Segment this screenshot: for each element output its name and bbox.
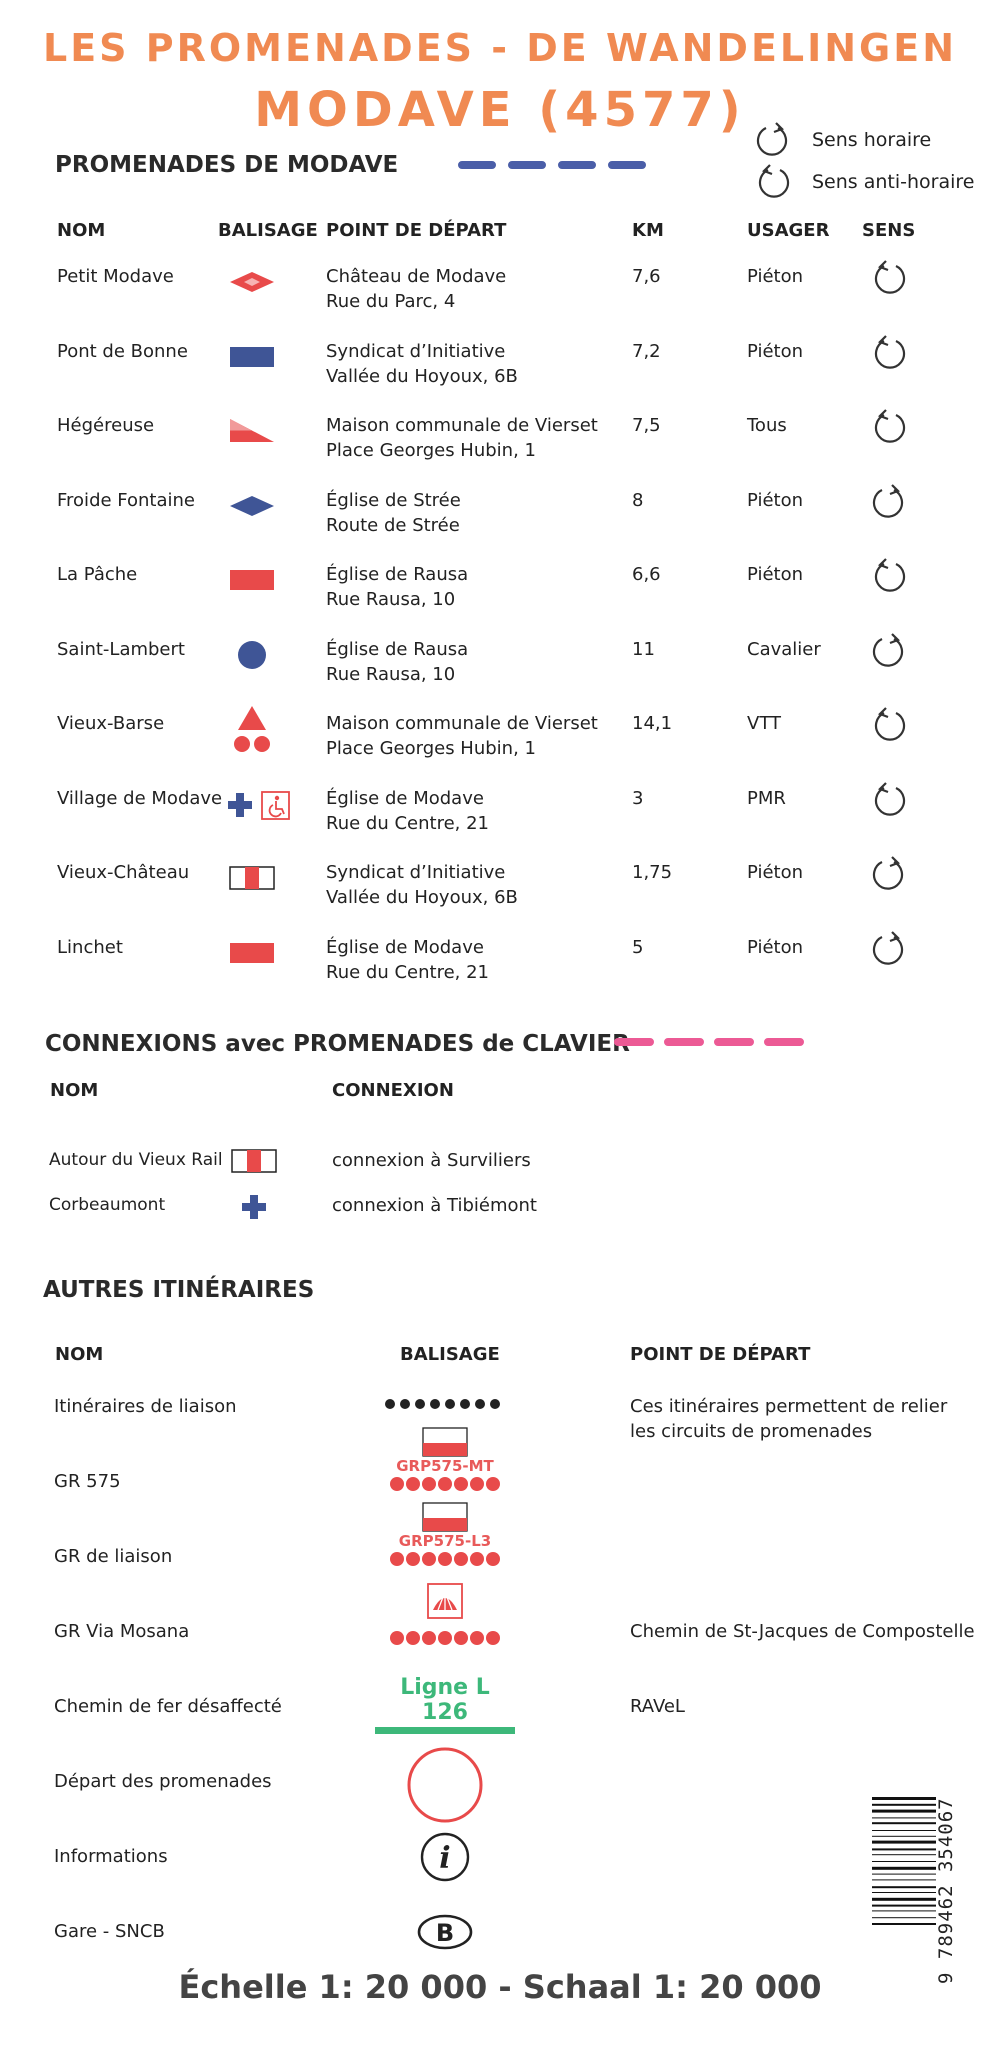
promenade-name: Linchet xyxy=(57,936,123,958)
autres-name: Chemin de fer désaffecté xyxy=(54,1696,282,1717)
promenade-depart-line1: Château de Modave xyxy=(326,266,507,287)
connexion-text: connexion à Surviliers xyxy=(332,1150,531,1171)
autres-marker xyxy=(380,1394,510,1418)
connexions-section-title: CONNEXIONS avec PROMENADES de CLAVIER xyxy=(45,1031,630,1057)
promenade-sens xyxy=(868,780,910,826)
counterclockwise-icon xyxy=(868,705,910,747)
blue-circle-marker-icon xyxy=(222,640,282,670)
counterclockwise-icon xyxy=(752,162,794,204)
autres-marker xyxy=(380,1426,510,1498)
promenade-marker xyxy=(222,565,282,599)
counterclockwise-icon xyxy=(868,407,910,449)
autres-name: Itinéraires de liaison xyxy=(54,1396,237,1417)
promenade-depart-line1: Syndicat d’Initiative xyxy=(326,340,506,362)
blue-cross-pmr-marker-icon xyxy=(222,789,302,823)
promenade-marker xyxy=(222,704,282,764)
promenade-km: 7,2 xyxy=(632,340,661,362)
autres-name: GR de liaison xyxy=(54,1546,173,1567)
promenade-sens xyxy=(868,482,910,528)
promenade-name: Vieux-Barse xyxy=(57,713,165,734)
autres-col-depart: POINT DE DÉPART xyxy=(630,1344,811,1365)
barcode-bars xyxy=(872,1795,972,1995)
page-title: LES PROMENADES - DE WANDELINGEN xyxy=(42,26,958,70)
promenade-name: Saint-Lambert xyxy=(57,638,185,660)
sncb-icon xyxy=(416,1912,474,1952)
col-balisage: BALISAGE xyxy=(218,220,318,241)
promenade-depart-line2: Route de Strée xyxy=(326,514,460,536)
autres-marker xyxy=(375,1675,515,1734)
connexions-col-connexion: CONNEXION xyxy=(332,1080,454,1101)
red-circle-marker-icon xyxy=(405,1745,485,1825)
promenade-marker xyxy=(222,863,282,897)
black-dots-marker-icon xyxy=(380,1394,510,1414)
autres-marker xyxy=(380,1582,510,1660)
promenade-usager: Piéton xyxy=(747,266,804,287)
legend-clockwise-label: Sens horaire xyxy=(812,129,932,151)
counterclockwise-icon xyxy=(868,333,910,375)
autres-section-title: AUTRES ITINÉRAIRES xyxy=(43,1277,315,1303)
promenade-usager: Piéton xyxy=(747,936,804,958)
promenade-km: 5 xyxy=(632,936,644,958)
connexions-col-nom: NOM xyxy=(50,1080,99,1101)
autres-depart-line1: Ces itinéraires permettent de relier xyxy=(630,1396,948,1417)
blue-rectangle-marker-icon xyxy=(222,342,282,372)
red-rectangle-marker-icon xyxy=(222,938,282,968)
promenade-depart-line1: Syndicat d’Initiative xyxy=(326,862,506,883)
col-nom: NOM xyxy=(57,220,106,241)
connexion-name: Autour du Vieux Rail xyxy=(49,1150,223,1170)
autres-depart-line2: les circuits de promenades xyxy=(630,1421,873,1442)
promenade-name: Pont de Bonne xyxy=(57,340,188,362)
promenade-name: Village de Modave xyxy=(57,787,223,809)
page-subtitle: MODAVE (4577) xyxy=(254,82,746,138)
blue-dashed-line xyxy=(458,158,658,172)
promenade-depart-line2: Rue du Centre, 21 xyxy=(326,961,489,983)
promenade-sens xyxy=(868,556,910,602)
clockwise-icon xyxy=(868,482,910,524)
clockwise-icon xyxy=(752,120,794,162)
promenade-name: Hégéreuse xyxy=(57,415,155,436)
clockwise-icon xyxy=(868,854,910,896)
promenade-depart-line1: Église de Modave xyxy=(326,787,484,809)
promenade-depart-line1: Église de Rausa xyxy=(326,564,469,585)
red-triangle-circles-marker-icon xyxy=(222,704,282,760)
promenade-usager: VTT xyxy=(747,713,781,734)
promenade-name: La Pâche xyxy=(57,564,138,585)
promenade-depart-line2: Rue Rausa, 10 xyxy=(326,663,456,685)
connexion-marker xyxy=(224,1146,284,1180)
promenades-section-title: PROMENADES DE MODAVE xyxy=(55,152,399,178)
col-km: KM xyxy=(632,220,664,241)
promenade-sens xyxy=(868,929,910,975)
autres-name: Gare - SNCB xyxy=(54,1921,165,1942)
pink-dashed-line xyxy=(614,1035,814,1049)
autres-name: Informations xyxy=(54,1846,168,1867)
autres-col-nom: NOM xyxy=(55,1344,104,1365)
info-icon xyxy=(419,1831,471,1883)
counterclockwise-icon xyxy=(868,258,910,300)
promenade-usager: PMR xyxy=(747,787,786,809)
promenade-marker xyxy=(222,491,282,525)
promenade-marker xyxy=(222,416,282,450)
promenade-depart-line1: Église de Modave xyxy=(326,936,484,958)
promenade-marker xyxy=(222,789,302,827)
col-depart: POINT DE DÉPART xyxy=(326,220,507,241)
clockwise-icon xyxy=(868,631,910,673)
col-sens: SENS xyxy=(862,220,916,241)
promenade-depart-line2: Place Georges Hubin, 1 xyxy=(326,738,536,759)
promenade-km: 7,6 xyxy=(632,266,661,287)
scale-text: Échelle 1: 20 000 - Schaal 1: 20 000 xyxy=(178,1968,822,2006)
red-diamond-marker-icon xyxy=(222,267,282,297)
autres-marker xyxy=(405,1745,485,1829)
promenade-depart-line2: Rue Rausa, 10 xyxy=(326,589,456,610)
blue-diamond-marker-icon xyxy=(222,491,282,521)
promenade-name: Petit Modave xyxy=(57,266,174,287)
autres-depart-line1: Chemin de St-Jacques de Compostelle xyxy=(630,1621,975,1642)
promenade-depart-line1: Maison communale de Vierset xyxy=(326,713,598,734)
promenade-usager: Piéton xyxy=(747,340,804,362)
barcode xyxy=(872,1795,972,1995)
promenade-marker xyxy=(222,267,282,301)
autres-marker xyxy=(380,1501,510,1573)
barcode-number: 9 789462 354067 xyxy=(935,1797,957,1984)
autres-marker xyxy=(416,1912,474,1956)
gr-flag-marker-icon xyxy=(380,1426,510,1494)
green-line-label: Ligne L 126 xyxy=(400,1675,490,1725)
red-rectangle-marker-icon xyxy=(222,565,282,595)
promenade-km: 11 xyxy=(632,638,655,660)
white-red-white-marker-icon xyxy=(224,1146,284,1176)
connexion-name: Corbeaumont xyxy=(49,1195,166,1215)
promenade-km: 3 xyxy=(632,787,644,809)
autres-name: GR 575 xyxy=(54,1471,121,1492)
promenade-usager: Piéton xyxy=(747,489,804,511)
clockwise-icon xyxy=(868,929,910,971)
promenade-km: 14,1 xyxy=(632,713,673,734)
promenade-depart-line2: Place Georges Hubin, 1 xyxy=(326,440,536,461)
promenade-depart-line2: Rue du Centre, 21 xyxy=(326,812,489,834)
connexion-text: connexion à Tibiémont xyxy=(332,1195,537,1216)
promenade-sens xyxy=(868,333,910,379)
promenade-usager: Piéton xyxy=(747,862,804,883)
gr-label: GRP575-L3 xyxy=(398,1532,492,1550)
promenade-depart-line2: Vallée du Hoyoux, 6B xyxy=(326,887,518,908)
counterclockwise-icon xyxy=(868,780,910,822)
col-usager: USAGER xyxy=(747,220,830,241)
promenade-km: 8 xyxy=(632,489,644,511)
promenade-name: Vieux-Château xyxy=(57,862,190,883)
gr-label: GRP575-MT xyxy=(396,1457,494,1475)
promenade-marker xyxy=(222,640,282,674)
white-red-white-marker-icon xyxy=(222,863,282,893)
promenade-depart-line1: Église de Strée xyxy=(326,489,461,511)
promenade-km: 7,5 xyxy=(632,415,661,436)
gr-flag-marker-icon xyxy=(380,1501,510,1569)
autres-col-balisage: BALISAGE xyxy=(400,1344,500,1365)
counterclockwise-icon xyxy=(868,556,910,598)
promenade-depart-line1: Maison communale de Vierset xyxy=(326,415,598,436)
red-triangle-marker-icon xyxy=(222,416,282,446)
promenade-marker xyxy=(222,342,282,376)
promenade-sens xyxy=(868,258,910,304)
autres-name: GR Via Mosana xyxy=(54,1621,190,1642)
promenade-km: 1,75 xyxy=(632,862,673,883)
connexion-marker xyxy=(224,1191,284,1225)
promenade-sens xyxy=(868,631,910,677)
legend-counterclockwise-label: Sens anti-horaire xyxy=(812,171,975,193)
autres-depart-line1: RAVeL xyxy=(630,1696,685,1717)
promenade-km: 6,6 xyxy=(632,564,661,585)
green-line-bar xyxy=(375,1727,515,1734)
shell-marker-icon xyxy=(380,1582,510,1656)
promenade-depart-line2: Rue du Parc, 4 xyxy=(326,291,456,312)
autres-marker xyxy=(419,1831,471,1887)
promenade-marker xyxy=(222,938,282,972)
promenade-depart-line1: Église de Rausa xyxy=(326,638,469,660)
promenade-depart-line2: Vallée du Hoyoux, 6B xyxy=(326,365,518,387)
svg-text:B: B xyxy=(435,1919,455,1947)
autres-name: Départ des promenades xyxy=(54,1771,272,1792)
promenade-usager: Piéton xyxy=(747,564,804,585)
promenade-usager: Tous xyxy=(747,415,787,436)
blue-cross-marker-icon xyxy=(224,1191,284,1221)
svg-text:i: i xyxy=(439,1841,451,1876)
promenade-name: Froide Fontaine xyxy=(57,489,195,511)
promenade-sens xyxy=(868,407,910,453)
promenade-usager: Cavalier xyxy=(747,638,821,660)
green-line-marker xyxy=(375,1675,515,1734)
promenade-sens xyxy=(868,854,910,900)
promenade-sens xyxy=(868,705,910,751)
